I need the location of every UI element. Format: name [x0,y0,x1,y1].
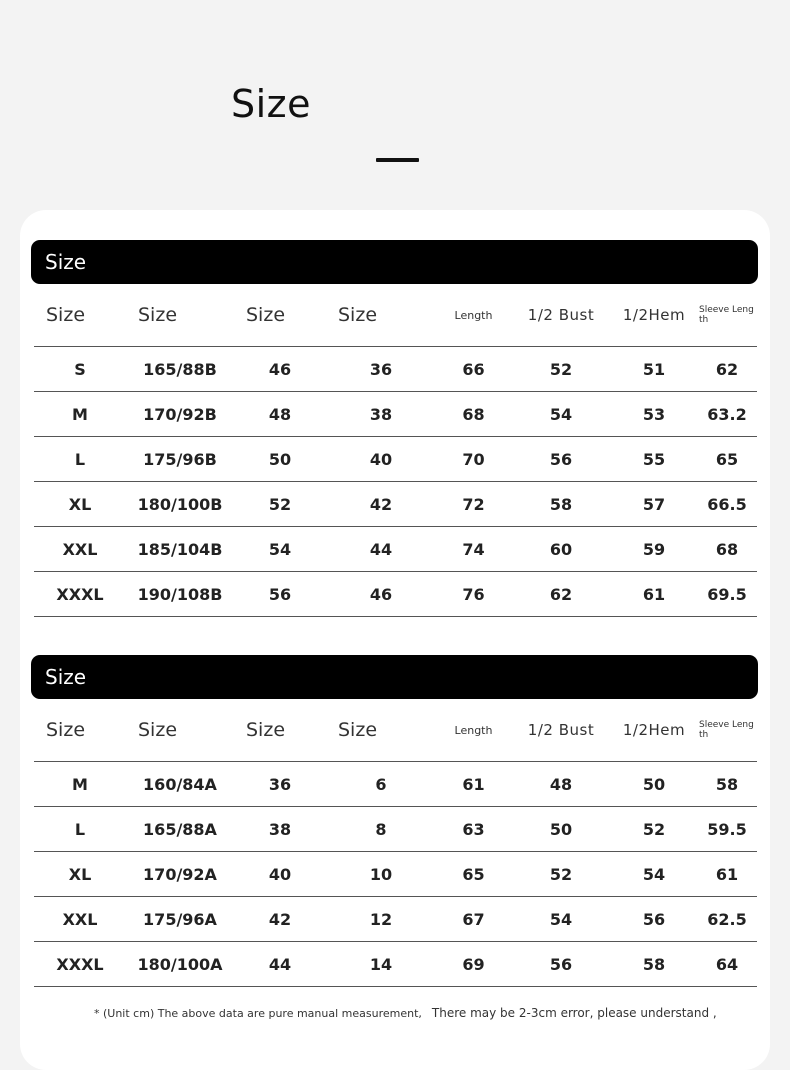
table-cell: 180/100A [126,942,234,987]
table-row [34,347,757,392]
size-label-cell: L [34,807,126,852]
size-section-2 [31,655,758,987]
table-cell: 190/108B [126,572,234,617]
column-header: Sleeve Length [697,699,757,762]
column-header: 1/2 Bust [511,284,611,347]
table-cell: 36 [234,762,326,807]
table-cell: 53 [611,392,697,437]
table-cell: 46 [234,347,326,392]
size-label-cell: XL [34,852,126,897]
table-cell: 61 [611,572,697,617]
section-header-bar: Size [31,240,758,284]
column-header: Size [126,284,234,347]
table-cell: 60 [511,527,611,572]
table-cell: 14 [326,942,436,987]
table-cell: 165/88B [126,347,234,392]
column-header: Size [34,284,126,347]
table-row [34,572,757,617]
table-cell: 51 [611,347,697,392]
size-label-cell: XXXL [34,572,126,617]
table-row [34,807,757,852]
table-row [34,527,757,572]
table-cell: 44 [234,942,326,987]
table-cell: 61 [697,852,757,897]
table-cell: 74 [436,527,511,572]
table-cell: 50 [234,437,326,482]
table-cell: 62 [697,347,757,392]
column-header: Length [436,284,511,347]
table-row [34,392,757,437]
footnote-unit-note: * (Unit cm) The above data are pure manual measurement, [94,1007,422,1020]
table-cell: 68 [436,392,511,437]
table-cell: 160/84A [126,762,234,807]
table-cell: 62.5 [697,897,757,942]
table-cell: 72 [436,482,511,527]
column-header: Size [234,284,326,347]
table-cell: 48 [511,762,611,807]
table-cell: 76 [436,572,511,617]
table-cell: 65 [436,852,511,897]
table-cell: 58 [697,762,757,807]
table-header-row [34,284,757,347]
footnote-error-note: There may be 2-3cm error, please understand , [431,1006,717,1020]
table-cell: 59 [611,527,697,572]
size-label-cell: S [34,347,126,392]
table-cell: 165/88A [126,807,234,852]
size-chart-card [20,210,770,1070]
table-cell: 69.5 [697,572,757,617]
table-cell: 46 [326,572,436,617]
table-row [34,897,757,942]
table-cell: 68 [697,527,757,572]
table-cell: 62 [511,572,611,617]
table-cell: 40 [234,852,326,897]
table-cell: 56 [611,897,697,942]
table-cell: 42 [326,482,436,527]
table-cell: 65 [697,437,757,482]
table-cell: 170/92A [126,852,234,897]
table-row [34,942,757,987]
column-header: Sleeve Length [697,284,757,347]
table-cell: 56 [234,572,326,617]
table-cell: 56 [511,942,611,987]
table-cell: 54 [511,897,611,942]
table-cell: 59.5 [697,807,757,852]
measurement-footnote [94,1006,734,1020]
size-section-1 [31,240,758,617]
column-header: 1/2 Bust [511,699,611,762]
size-label-cell: XXXL [34,942,126,987]
table-cell: 54 [511,392,611,437]
table-cell: 52 [511,852,611,897]
table-row [34,762,757,807]
table-cell: 64 [697,942,757,987]
table-cell: 69 [436,942,511,987]
table-cell: 50 [611,762,697,807]
table-cell: 38 [234,807,326,852]
table-cell: 6 [326,762,436,807]
table-row [34,852,757,897]
title-divider [376,158,419,162]
table-row [34,482,757,527]
table-row [34,437,757,482]
size-label-cell: XXL [34,527,126,572]
table-cell: 66 [436,347,511,392]
size-label-cell: XL [34,482,126,527]
column-header: Size [326,699,436,762]
table-cell: 50 [511,807,611,852]
column-header: 1/2Hem [611,284,697,347]
table-cell: 67 [436,897,511,942]
table-cell: 70 [436,437,511,482]
table-cell: 55 [611,437,697,482]
size-label-cell: M [34,762,126,807]
size-table-2 [34,699,757,987]
table-cell: 54 [611,852,697,897]
table-cell: 36 [326,347,436,392]
size-label-cell: XXL [34,897,126,942]
table-cell: 40 [326,437,436,482]
table-cell: 57 [611,482,697,527]
column-header: Size [126,699,234,762]
table-cell: 8 [326,807,436,852]
table-cell: 175/96A [126,897,234,942]
table-cell: 58 [611,942,697,987]
column-header: Size [326,284,436,347]
section-header-bar: Size [31,655,758,699]
table-cell: 175/96B [126,437,234,482]
table-cell: 66.5 [697,482,757,527]
size-table-1 [34,284,757,617]
table-cell: 54 [234,527,326,572]
table-header-row [34,699,757,762]
table-cell: 180/100B [126,482,234,527]
column-header: Size [34,699,126,762]
table-cell: 44 [326,527,436,572]
column-header: Size [234,699,326,762]
table-cell: 52 [611,807,697,852]
table-cell: 12 [326,897,436,942]
table-cell: 38 [326,392,436,437]
table-cell: 185/104B [126,527,234,572]
table-cell: 52 [511,347,611,392]
page-title: Size [231,82,312,126]
size-label-cell: M [34,392,126,437]
table-cell: 170/92B [126,392,234,437]
table-cell: 63 [436,807,511,852]
column-header: Length [436,699,511,762]
table-cell: 61 [436,762,511,807]
table-cell: 48 [234,392,326,437]
table-cell: 42 [234,897,326,942]
table-cell: 56 [511,437,611,482]
table-cell: 52 [234,482,326,527]
column-header: 1/2Hem [611,699,697,762]
table-cell: 58 [511,482,611,527]
table-cell: 10 [326,852,436,897]
table-cell: 63.2 [697,392,757,437]
size-label-cell: L [34,437,126,482]
